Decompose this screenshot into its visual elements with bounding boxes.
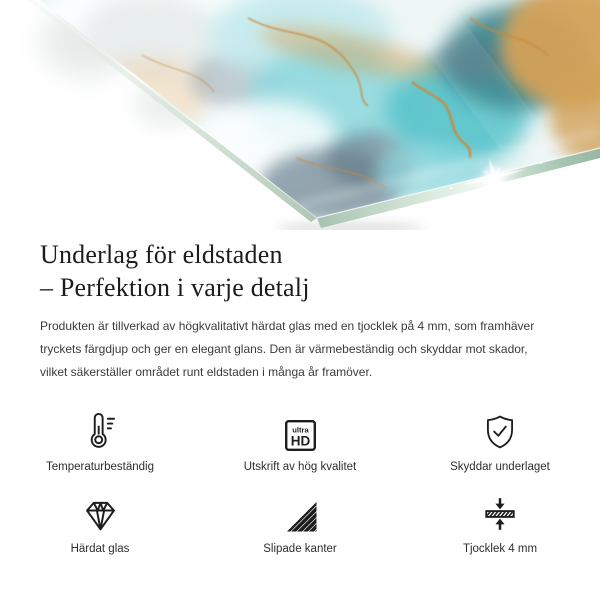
feature-polished-edges <box>200 490 400 556</box>
page-title-line-2: – Perfektion i varje detalj <box>40 273 310 302</box>
feature-label: Temperaturbeständig <box>45 461 155 473</box>
feature-label: Tjocklek 4 mm <box>462 543 538 555</box>
product-image-hero <box>0 0 600 230</box>
feature-temperature-resistant <box>0 408 200 474</box>
thickness-4mm-icon <box>480 490 520 534</box>
description-line: vilket säkerställer området runt eldstaden i många år framöver. <box>40 365 373 379</box>
feature-grid <box>0 408 600 556</box>
diamond-icon <box>79 490 122 534</box>
edge-glint <box>450 187 453 190</box>
feature-label: Skyddar underlaget <box>450 461 550 473</box>
beveled-edges-icon <box>282 490 319 534</box>
shield-check-icon <box>480 408 520 452</box>
description-line: tryckets färgdjup och ger en elegant glans. Den är värmebeständig och skyddar mot skador, <box>40 342 528 356</box>
feature-label: Härdat glas <box>70 543 130 555</box>
marble-artwork <box>0 0 600 230</box>
thermometer-icon <box>79 408 121 452</box>
page-title <box>40 238 560 304</box>
feature-high-quality-print <box>200 408 400 474</box>
feature-thickness-4mm <box>400 490 600 556</box>
glass-panel-image <box>0 0 600 230</box>
hd-label: HD <box>290 433 310 449</box>
product-description <box>40 315 560 384</box>
page-title-line-1: Underlag för eldstaden <box>40 240 283 269</box>
ultra-label: ultra <box>291 425 309 435</box>
edge-glint <box>540 162 542 164</box>
feature-label: Utskrift av hög kvalitet <box>243 461 357 473</box>
feature-protects-surface <box>400 408 600 474</box>
feature-label: Slipade kanter <box>263 543 337 555</box>
feature-tempered-glass <box>0 490 200 556</box>
description-line: Produkten är tillverkad av högkvalitativt härdat glas med en tjocklek på 4 mm, som framhäver <box>40 319 535 333</box>
panel-drop-shadow <box>275 222 425 230</box>
ultra-hd-icon <box>284 408 317 452</box>
content-block <box>0 230 600 384</box>
